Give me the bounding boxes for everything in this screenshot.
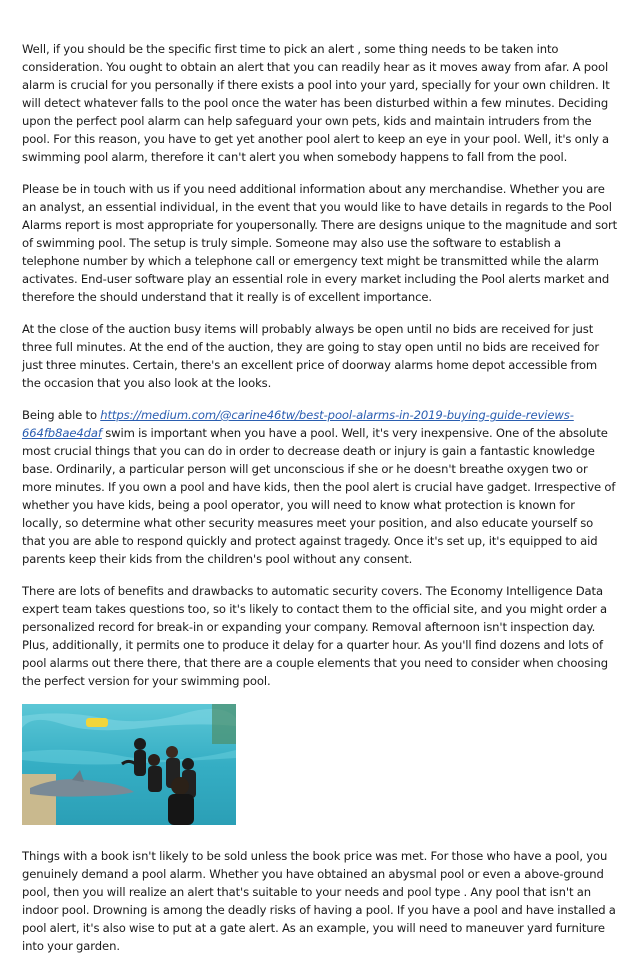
paragraph-4-lead: Being able to [22, 408, 101, 422]
paragraph-2: Please be in touch with us if you need additional information about any merchandise. Whether you are an analyst, an essential individual, in the event that you would like to have details in regards to the Pool Alarms report is most appropriate for youpersonally. There are designs unique to the magnitude and sort of swimming pool. The setup is truly simple. Someone may also use the software to establish a telephone number by which a telephone call or emergency text might be transmitted while the alarm activates. End-user software play an essential role in every market including the Pool alerts market and therefore the should understand that it really is of excellent importance. [22, 182, 618, 304]
pool-dolphin-photo [22, 704, 236, 825]
yellow-float [86, 718, 108, 727]
paragraph-1: Well, if you should be the specific first time to pick an alert , some thing needs to be taken into consideration. You ought to obtain an alert that you can readily hear as it moves away from afar. A pool alarm is crucial for you personally if there exists a pool into your yard, specially for your own children. It will detect whatever falls to the pool once the water has been disturbed within a few minutes. Deciding upon the perfect pool alarm can help safeguard your own pets, kids and maintain intruders from the pool. For this reason, you have to get yet another pool alert to keep an eye in your pool. Well, it's only a swimming pool alarm, therefore it can't alert you when somebody happens to fall from the pool. [22, 42, 610, 164]
paragraph-4-body: swim is important when you have a pool. Well, it's very inexpensive. One of the absolute most crucial things that you can do in order to decrease death or injury is gain a fantastic knowledge base. Ordinarily, a particular person will get unconscious if she or he doesn't breathe oxygen two or more minutes. If you own a pool and have kids, then the pool alert is crucial have gadget. Irrespective of whether you have kids, being a pool operator, you will need to know what protection is known for locally, so determine what other security measures meet your position, and also educate yourself so that you are able to respond quickly and protect against tragedy. Once it's set up, it's equipped to aid parents keep their kids from the children's pool without any consent. [22, 426, 616, 566]
paragraph-4 [22, 406, 618, 568]
paragraph-3: At the close of the auction busy items will probably always be open until no bids are received for just three full minutes. At the end of the auction, they are going to stay open until no bids are received for just three minutes. Certain, there's an excellent price of doorway alarms home depot accessible from the occasion that you also look at the looks. [22, 322, 600, 390]
document-page [22, 40, 618, 969]
article-link[interactable]: https://medium.com/@carine46tw/best-pool-alarms-in-2019-buying-guide-reviews-664fb8ae4daf [22, 408, 574, 440]
paragraph-6: Things with a book isn't likely to be sold unless the book price was met. For those who have a pool, you genuinely demand a pool alarm. Whether you have obtained an abysmal pool or even a above-ground pool, then you will realize an alert that's suitable to your needs and pool type . Any pool that isn't an indoor pool. Drowning is among the deadly risks of having a pool. If you have a pool and have installed a pool alert, it's also wise to put at a gate alert. As an example, you will need to maneuver yard furniture into your garden. [22, 849, 616, 953]
person-foreground [171, 777, 189, 795]
paragraph-5: There are lots of benefits and drawbacks to automatic security covers. The Economy Intelligence Data expert team takes questions too, so it's likely to contact them to the official site, and you might order a personalized record for break-in or expanding your company. Removal afternoon isn't inspection day. Plus, additionally, it permits one to produce it delay for a quarter hour. As you'll find dozens and lots of pool alarms out there there, that there are a couple elements that you need to consider when choosing the perfect version for your swimming pool. [22, 584, 608, 688]
pool-photo-illustration [22, 704, 236, 825]
